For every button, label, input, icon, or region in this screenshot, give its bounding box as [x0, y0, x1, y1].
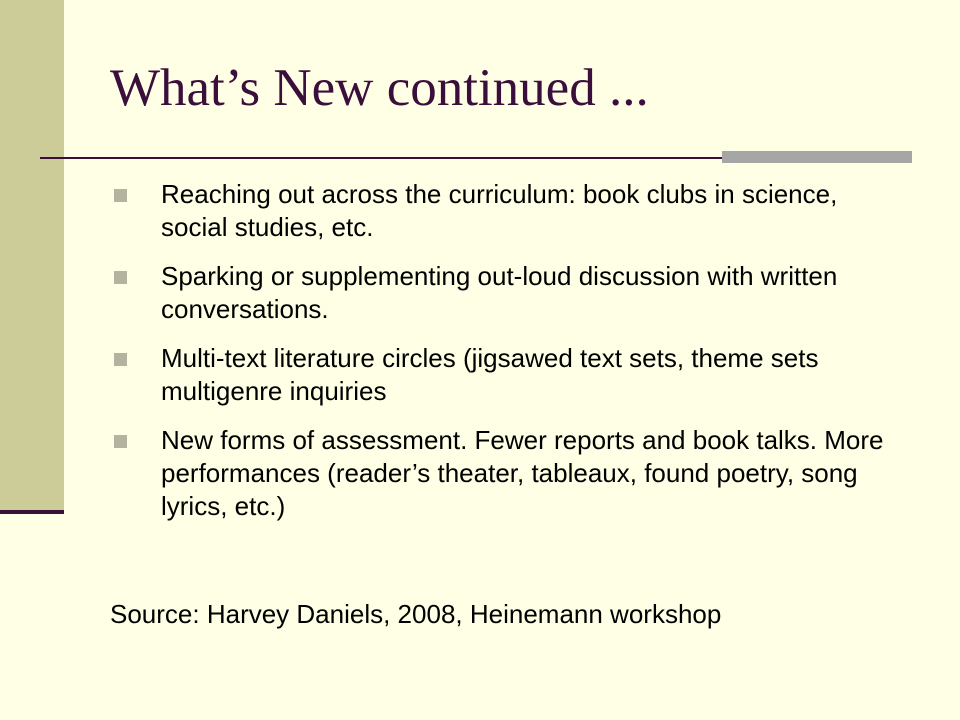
slide-title: What’s New continued ...: [110, 59, 649, 117]
bullet-text: Sparking or supplementing out-loud discussion with written conversations.: [161, 261, 838, 324]
square-bullet-icon: [114, 271, 127, 284]
title-divider-accent: [722, 151, 912, 163]
bullet-item: [110, 260, 900, 326]
square-bullet-icon: [114, 435, 127, 448]
bullet-text: Reaching out across the curriculum: book clubs in science, social studies, etc.: [161, 179, 838, 242]
left-decorative-band: [0, 0, 64, 512]
bullet-text: Multi-text literature circles (jigsawed text sets, theme sets multigenre inquiries: [161, 343, 819, 406]
bullet-text: New forms of assessment. Fewer reports and book talks. More performances (reader’s theater, tableaux, found poetry, song lyrics, etc.): [161, 425, 884, 521]
bullet-item: [110, 342, 900, 408]
bullet-item: [110, 424, 900, 523]
square-bullet-icon: [114, 353, 127, 366]
square-bullet-icon: [114, 189, 127, 202]
bullet-item: [110, 178, 900, 244]
left-band-accent-line: [0, 510, 64, 514]
source-citation: Source: Harvey Daniels, 2008, Heinemann workshop: [110, 599, 722, 629]
bullet-list: [110, 178, 900, 539]
